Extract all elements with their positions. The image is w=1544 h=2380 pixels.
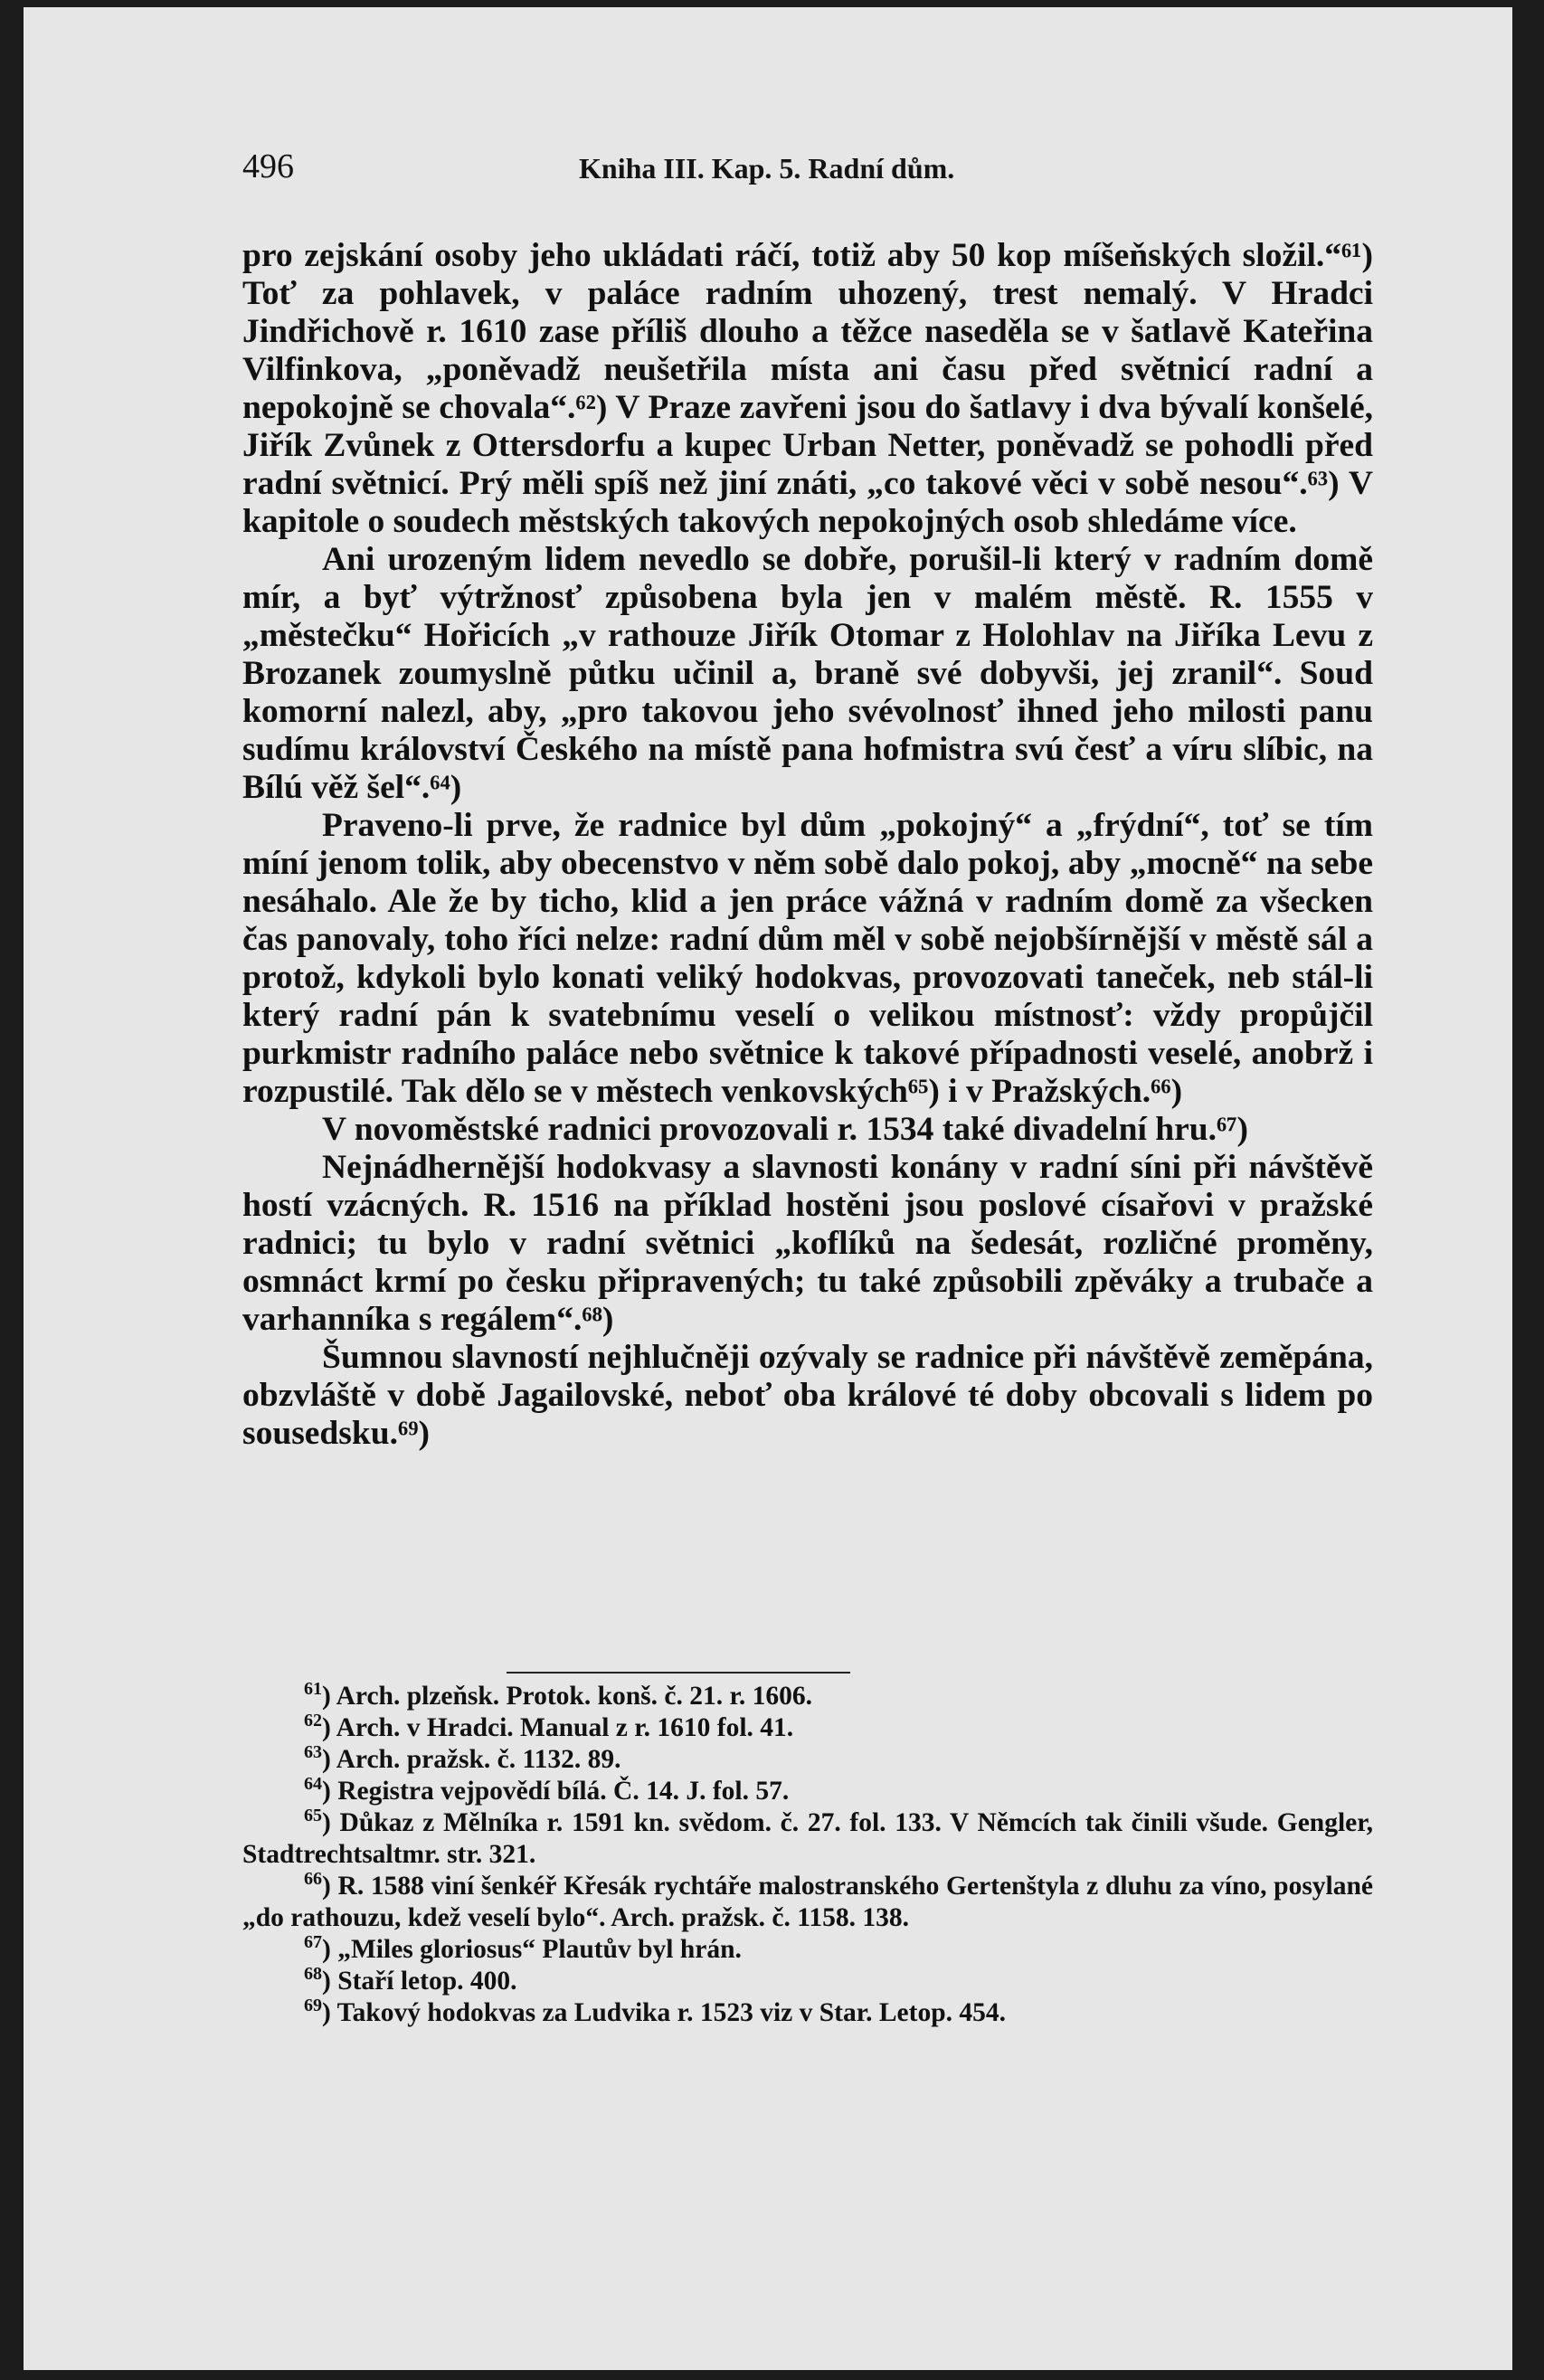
footnote-mark: 67	[304, 1932, 322, 1953]
footnote-text: Staří letop. 400.	[337, 1967, 517, 1996]
paragraph-2: Ani urozeným lidem nevedlo se dobře, porušil-li který v radním domě mír, a byť výtržnosť způsobena byla jen v malém městě. R. 1555 v „městečku“ Hořicích „v rathouze Jiřík Otomar z Holohlav na Jiříka Levu z Brozanek zoumyslně půtku učinil a, braně své dobyvši, jej zranil“. Soud komorní nalezl, aby, „pro takovou jeho svévolnosť ihned jeho milosti panu sudímu království Českého na místě pana hofmistra svú česť a víru slíbic, na Bílú věž šel“.⁶⁴)	[242, 541, 1373, 806]
footnote-text: Arch. pražsk. č. 1132. 89.	[336, 1745, 621, 1774]
footnote: $^{68}$) Staří letop. 400.	[304, 1964, 517, 1996]
footnote-mark: 62	[304, 1711, 322, 1731]
footnote: $^{63}$) Arch. pražsk. č. 1132. 89.	[304, 1742, 621, 1774]
footnote-mark: 61	[304, 1679, 322, 1700]
paragraph-1: pro zejskání osoby jeho ukládati ráčí, totiž aby 50 kop míšeňských složil.“⁶¹) Toť za pohlavek, v paláce radním uhozený, trest nemalý. V Hradci Jindřichově r. 1610 zase příliš dlouho a těžce naseděla se v šatlavě Kateřina Vilfinkova, „poněvadž neušetřila místa ani času před světnicí radní a nepokojně se chovala“.⁶²) V Praze zavřeni jsou do šatlavy i dva bývalí konšelé, Jiřík Zvůnek z Ottersdorfu a kupec Urban Netter, poněvadž se pohodli před radní světnicí. Prý měli spíš než jiní znáti, „co takové věci v sobě nesou“.⁶³) V kapitole o soudech městských takových nepokojných osob shledáme více.	[242, 237, 1373, 540]
footnote-text: Důkaz z Mělníka r. 1591 kn. svědom. č. 27. fol. 133. V Němcích tak činili všude. Gengler, Stadtrechtsaltmr. str. 321.	[242, 1808, 1373, 1869]
paragraph-5: Nejnádhernější hodokvasy a slavnosti konány v radní síni při návštěvě hostí vzácných. R. 1516 na příklad hostěni jsou poslové císařovi v pražské radnici; tu bylo v radní světnici „koflíků na šedesát, rozličné proměny, osmnáct krmí po česku připravených; tu také způsobili zpěváky a trubače a varhanníka s regálem“.⁶⁸)	[242, 1149, 1373, 1338]
paragraph-4: V novoměstské radnici provozovali r. 1534 také divadelní hru.⁶⁷)	[322, 1111, 1248, 1148]
footnote-text: R. 1588 viní šenkéř Křesák rychtáře malostranského Gertenštyla z dluhu za víno, posylané „do rathouzu, kdež veselí bylo“. Arch. pražsk. č. 1158. 138.	[242, 1872, 1374, 1932]
footnote-divider	[507, 1672, 850, 1674]
footnote: $^{69}$) Takový hodokvas za Ludvika r. 1523 viz v Star. Letop. 454.	[304, 1996, 1006, 2027]
footnote-mark: 65	[304, 1806, 322, 1826]
footnote-text: Registra vejpovědí bílá. Č. 14. J. fol. 57.	[337, 1777, 790, 1806]
footnote: $^{64}$) Registra vejpovědí bílá. Č. 14. J. fol. 57.	[304, 1774, 790, 1806]
body-text	[242, 237, 1373, 1453]
paragraph-3: Praveno-li prve, že radnice byl dům „pokojný“ a „frýdní“, toť se tím míní jenom tolik, aby obecenstvo v něm sobě dalo pokoj, aby „mocně“ na sebe nesáhalo. Ale že by ticho, klid a jen práce vážná v radním domě za všecken čas panovaly, toho říci nelze: radní dům měl v sobě nejobšírnější v městě sál a protož, kdykoli bylo konati veliký hodokvas, provozovati taneček, neb stál-li který radní pán k svatebnímu veselí o velikou místnosť: vždy propůjčil purkmistr radního paláce nebo světnice k takové případnosti veselé, anobrž i rozpustilé. Tak dělo se v městech venkovských⁶⁵) i v Pražských.⁶⁶)	[242, 807, 1373, 1110]
footnote-text: „Miles gloriosus“ Plautův byl hrán.	[337, 1935, 742, 1964]
footnote-text: Arch. v Hradci. Manual z r. 1610 fol. 41.	[336, 1713, 794, 1742]
footnote-mark: 63	[304, 1742, 322, 1763]
footnote-mark: 68	[304, 1964, 322, 1985]
footnote-text: Takový hodokvas za Ludvika r. 1523 viz v Star. Letop. 454.	[336, 1998, 1006, 2027]
page-number: 496	[242, 147, 294, 185]
footnote-text: Arch. plzeňsk. Protok. konš. č. 21. r. 1606.	[336, 1682, 812, 1711]
footnote: $^{65}$) Důkaz z Mělníka r. 1591 kn. svědom. č. 27. fol. 133. V Němcích tak činili všude. Gengler, Stadtrechtsaltmr. str. 321.	[242, 1806, 1373, 1869]
footnote-mark: 66	[304, 1869, 322, 1890]
footnote-mark: 69	[304, 1996, 322, 2016]
paragraph-6: Šumnou slavností nejhlučněji ozývaly se radnice při návštěvě zeměpána, obzvláště v době Jagailovské, neboť oba králové té doby obcovali s lidem po sousedsku.⁶⁹)	[242, 1339, 1373, 1452]
footnote: $^{66}$) R. 1588 viní šenkéř Křesák rychtáře malostranského Gertenštyla z dluhu za víno, posylané „do rathouzu, kdež veselí bylo“. Arch. pražsk. č. 1158. 138.	[242, 1869, 1374, 1932]
running-head: Kniha III. Kap. 5. Radní dům.	[579, 152, 955, 185]
footnote-mark: 64	[304, 1774, 322, 1795]
footnote: $^{67}$) „Miles gloriosus“ Plautův byl hrán.	[304, 1932, 742, 1964]
footnotes	[242, 1681, 1373, 2029]
footnote: $^{62}$) Arch. v Hradci. Manual z r. 1610 fol. 41.	[304, 1711, 794, 1742]
footnote: $^{61}$) Arch. plzeňsk. Protok. konš. č. 21. r. 1606.	[304, 1679, 812, 1711]
